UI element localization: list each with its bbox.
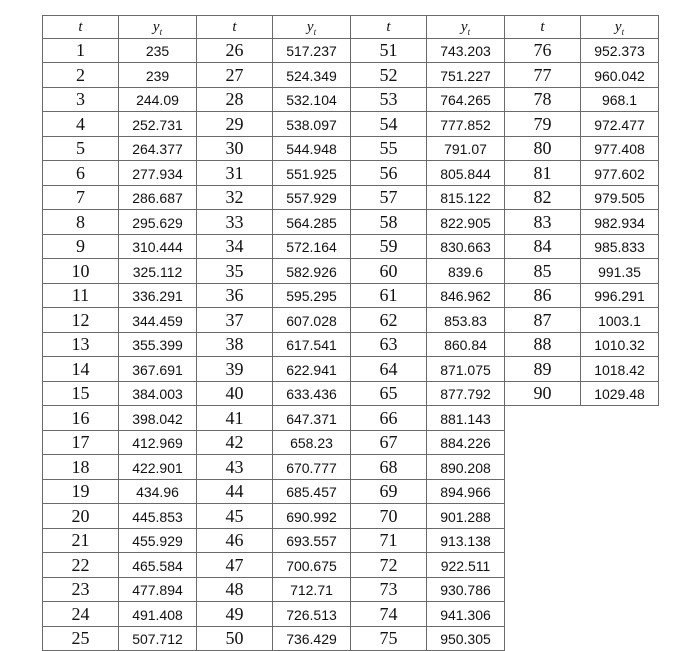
t-cell: 47: [197, 553, 273, 578]
t-cell: 23: [43, 577, 119, 602]
y-cell: 1029.48: [581, 381, 659, 406]
y-cell: 996.291: [581, 283, 659, 308]
table-row: [43, 210, 659, 235]
t-cell: 5: [43, 136, 119, 161]
table-row: [43, 38, 659, 63]
y-cell: 913.138: [427, 528, 505, 553]
t-cell: 77: [505, 63, 581, 88]
table-row: [43, 528, 659, 553]
y-cell: 622.941: [273, 357, 351, 382]
header-t-label: t: [540, 18, 545, 35]
table-body: [43, 38, 659, 651]
t-cell: 87: [505, 308, 581, 333]
t-cell: 80: [505, 136, 581, 161]
y-cell: 853.83: [427, 308, 505, 333]
header-y: [119, 16, 197, 39]
y-cell: 881.143: [427, 406, 505, 431]
table-row: [43, 308, 659, 333]
y-cell: 310.444: [119, 234, 197, 259]
empty-cell: [505, 504, 659, 529]
table-row: [43, 259, 659, 284]
header-y-label: y: [152, 18, 160, 35]
y-cell: 344.459: [119, 308, 197, 333]
empty-cell: [505, 553, 659, 578]
t-cell: 33: [197, 210, 273, 235]
t-cell: 79: [505, 112, 581, 137]
t-cell: 61: [351, 283, 427, 308]
y-cell: 952.373: [581, 38, 659, 63]
t-cell: 58: [351, 210, 427, 235]
t-cell: 69: [351, 479, 427, 504]
table-row: [43, 479, 659, 504]
y-cell: 617.541: [273, 332, 351, 357]
t-cell: 63: [351, 332, 427, 357]
table-row: [43, 63, 659, 88]
t-cell: 90: [505, 381, 581, 406]
y-cell: 777.852: [427, 112, 505, 137]
y-cell: 922.511: [427, 553, 505, 578]
t-cell: 62: [351, 308, 427, 333]
header-t: [43, 16, 119, 39]
table-row: [43, 112, 659, 137]
y-cell: 445.853: [119, 504, 197, 529]
y-cell: 815.122: [427, 185, 505, 210]
y-cell: 985.833: [581, 234, 659, 259]
table-row: [43, 234, 659, 259]
table-row: [43, 161, 659, 186]
header-y-label: y: [306, 18, 314, 35]
t-cell: 1: [43, 38, 119, 63]
t-cell: 53: [351, 87, 427, 112]
y-cell: 764.265: [427, 87, 505, 112]
y-cell: 991.35: [581, 259, 659, 284]
table-row: [43, 430, 659, 455]
header-y-label: y: [460, 18, 468, 35]
y-cell: 972.477: [581, 112, 659, 137]
y-cell: 491.408: [119, 602, 197, 627]
y-cell: 690.992: [273, 504, 351, 529]
t-cell: 31: [197, 161, 273, 186]
table-row: [43, 602, 659, 627]
y-cell: 355.399: [119, 332, 197, 357]
y-cell: 982.934: [581, 210, 659, 235]
t-cell: 6: [43, 161, 119, 186]
table-row: [43, 136, 659, 161]
header-t: [505, 16, 581, 39]
t-cell: 85: [505, 259, 581, 284]
y-cell: 264.377: [119, 136, 197, 161]
t-cell: 88: [505, 332, 581, 357]
y-cell: 244.09: [119, 87, 197, 112]
table-row: [43, 577, 659, 602]
y-cell: 894.966: [427, 479, 505, 504]
t-cell: 70: [351, 504, 427, 529]
t-cell: 16: [43, 406, 119, 431]
t-cell: 75: [351, 626, 427, 651]
t-cell: 26: [197, 38, 273, 63]
y-cell: 968.1: [581, 87, 659, 112]
t-cell: 44: [197, 479, 273, 504]
y-cell: 252.731: [119, 112, 197, 137]
t-cell: 12: [43, 308, 119, 333]
y-cell: 884.226: [427, 430, 505, 455]
t-cell: 72: [351, 553, 427, 578]
header-y-label: y: [614, 18, 622, 35]
y-cell: 557.929: [273, 185, 351, 210]
y-cell: 524.349: [273, 63, 351, 88]
y-cell: 295.629: [119, 210, 197, 235]
y-cell: 901.288: [427, 504, 505, 529]
t-cell: 34: [197, 234, 273, 259]
y-cell: 277.934: [119, 161, 197, 186]
header-y-subscript: t: [621, 26, 625, 37]
y-cell: 1018.42: [581, 357, 659, 382]
y-cell: 950.305: [427, 626, 505, 651]
t-cell: 83: [505, 210, 581, 235]
y-cell: 871.075: [427, 357, 505, 382]
y-cell: 564.285: [273, 210, 351, 235]
header-t-label: t: [232, 18, 237, 35]
y-cell: 700.675: [273, 553, 351, 578]
table-row: [43, 283, 659, 308]
y-cell: 693.557: [273, 528, 351, 553]
header-t-label: t: [78, 18, 83, 35]
t-cell: 30: [197, 136, 273, 161]
t-cell: 73: [351, 577, 427, 602]
t-cell: 45: [197, 504, 273, 529]
t-cell: 50: [197, 626, 273, 651]
table-row: [43, 553, 659, 578]
header-t-label: t: [386, 18, 391, 35]
t-cell: 71: [351, 528, 427, 553]
y-cell: 941.306: [427, 602, 505, 627]
t-cell: 22: [43, 553, 119, 578]
t-cell: 89: [505, 357, 581, 382]
y-cell: 685.457: [273, 479, 351, 504]
t-cell: 25: [43, 626, 119, 651]
t-cell: 86: [505, 283, 581, 308]
y-cell: 235: [119, 38, 197, 63]
y-cell: 455.929: [119, 528, 197, 553]
t-cell: 18: [43, 455, 119, 480]
y-cell: 930.786: [427, 577, 505, 602]
header-y: [273, 16, 351, 39]
t-cell: 46: [197, 528, 273, 553]
t-cell: 29: [197, 112, 273, 137]
y-cell: 422.901: [119, 455, 197, 480]
t-cell: 56: [351, 161, 427, 186]
y-cell: 791.07: [427, 136, 505, 161]
table-row: [43, 87, 659, 112]
table-row: [43, 332, 659, 357]
y-cell: 477.894: [119, 577, 197, 602]
y-cell: 736.429: [273, 626, 351, 651]
empty-cell: [505, 430, 659, 455]
y-cell: 286.687: [119, 185, 197, 210]
t-cell: 82: [505, 185, 581, 210]
y-cell: 839.6: [427, 259, 505, 284]
t-cell: 55: [351, 136, 427, 161]
t-cell: 84: [505, 234, 581, 259]
t-cell: 43: [197, 455, 273, 480]
y-cell: 712.71: [273, 577, 351, 602]
t-cell: 20: [43, 504, 119, 529]
y-cell: 239: [119, 63, 197, 88]
t-cell: 74: [351, 602, 427, 627]
y-cell: 890.208: [427, 455, 505, 480]
t-cell: 21: [43, 528, 119, 553]
y-cell: 960.042: [581, 63, 659, 88]
y-cell: 367.691: [119, 357, 197, 382]
y-cell: 846.962: [427, 283, 505, 308]
t-cell: 57: [351, 185, 427, 210]
t-cell: 39: [197, 357, 273, 382]
t-cell: 13: [43, 332, 119, 357]
empty-cell: [505, 577, 659, 602]
y-cell: 877.792: [427, 381, 505, 406]
y-cell: 507.712: [119, 626, 197, 651]
table-row: [43, 455, 659, 480]
t-cell: 27: [197, 63, 273, 88]
header-y: [581, 16, 659, 39]
t-cell: 4: [43, 112, 119, 137]
y-cell: 977.602: [581, 161, 659, 186]
y-cell: 1010.32: [581, 332, 659, 357]
t-cell: 17: [43, 430, 119, 455]
y-cell: 805.844: [427, 161, 505, 186]
y-cell: 860.84: [427, 332, 505, 357]
y-cell: 830.663: [427, 234, 505, 259]
t-cell: 48: [197, 577, 273, 602]
y-cell: 822.905: [427, 210, 505, 235]
empty-cell: [505, 455, 659, 480]
y-cell: 544.948: [273, 136, 351, 161]
t-cell: 19: [43, 479, 119, 504]
y-cell: 517.237: [273, 38, 351, 63]
t-cell: 32: [197, 185, 273, 210]
table-row: [43, 406, 659, 431]
table-row: [43, 504, 659, 529]
y-cell: 1003.1: [581, 308, 659, 333]
t-cell: 51: [351, 38, 427, 63]
t-cell: 66: [351, 406, 427, 431]
table-row: [43, 626, 659, 651]
t-cell: 37: [197, 308, 273, 333]
y-cell: 979.505: [581, 185, 659, 210]
header-y: [427, 16, 505, 39]
y-cell: 582.926: [273, 259, 351, 284]
y-cell: 658.23: [273, 430, 351, 455]
empty-cell: [505, 406, 659, 431]
y-cell: 384.003: [119, 381, 197, 406]
y-cell: 572.164: [273, 234, 351, 259]
y-cell: 532.104: [273, 87, 351, 112]
y-cell: 607.028: [273, 308, 351, 333]
t-cell: 38: [197, 332, 273, 357]
t-cell: 54: [351, 112, 427, 137]
t-cell: 65: [351, 381, 427, 406]
t-cell: 78: [505, 87, 581, 112]
t-cell: 36: [197, 283, 273, 308]
y-cell: 595.295: [273, 283, 351, 308]
t-cell: 59: [351, 234, 427, 259]
t-cell: 67: [351, 430, 427, 455]
y-cell: 465.584: [119, 553, 197, 578]
header-y-subscript: t: [313, 26, 317, 37]
empty-cell: [505, 602, 659, 627]
y-cell: 633.436: [273, 381, 351, 406]
y-cell: 398.042: [119, 406, 197, 431]
table-row: [43, 357, 659, 382]
y-cell: 336.291: [119, 283, 197, 308]
table-row: [43, 185, 659, 210]
t-cell: 15: [43, 381, 119, 406]
t-cell: 2: [43, 63, 119, 88]
t-cell: 49: [197, 602, 273, 627]
header-row: [43, 16, 659, 39]
table-row: [43, 381, 659, 406]
t-cell: 68: [351, 455, 427, 480]
t-cell: 81: [505, 161, 581, 186]
y-cell: 670.777: [273, 455, 351, 480]
header-t: [351, 16, 427, 39]
t-cell: 7: [43, 185, 119, 210]
t-cell: 60: [351, 259, 427, 284]
t-cell: 10: [43, 259, 119, 284]
t-cell: 42: [197, 430, 273, 455]
t-cell: 76: [505, 38, 581, 63]
y-cell: 647.371: [273, 406, 351, 431]
header-y-subscript: t: [159, 26, 163, 37]
t-cell: 8: [43, 210, 119, 235]
empty-cell: [505, 626, 659, 651]
empty-cell: [505, 528, 659, 553]
t-cell: 35: [197, 259, 273, 284]
t-cell: 11: [43, 283, 119, 308]
y-cell: 743.203: [427, 38, 505, 63]
y-cell: 325.112: [119, 259, 197, 284]
y-cell: 726.513: [273, 602, 351, 627]
y-cell: 751.227: [427, 63, 505, 88]
y-cell: 551.925: [273, 161, 351, 186]
empty-cell: [505, 479, 659, 504]
time-series-table: [42, 15, 659, 651]
y-cell: 434.96: [119, 479, 197, 504]
t-cell: 14: [43, 357, 119, 382]
header-t: [197, 16, 273, 39]
y-cell: 977.408: [581, 136, 659, 161]
t-cell: 28: [197, 87, 273, 112]
t-cell: 9: [43, 234, 119, 259]
header-y-subscript: t: [467, 26, 471, 37]
y-cell: 538.097: [273, 112, 351, 137]
t-cell: 24: [43, 602, 119, 627]
t-cell: 52: [351, 63, 427, 88]
t-cell: 64: [351, 357, 427, 382]
t-cell: 41: [197, 406, 273, 431]
t-cell: 3: [43, 87, 119, 112]
t-cell: 40: [197, 381, 273, 406]
y-cell: 412.969: [119, 430, 197, 455]
